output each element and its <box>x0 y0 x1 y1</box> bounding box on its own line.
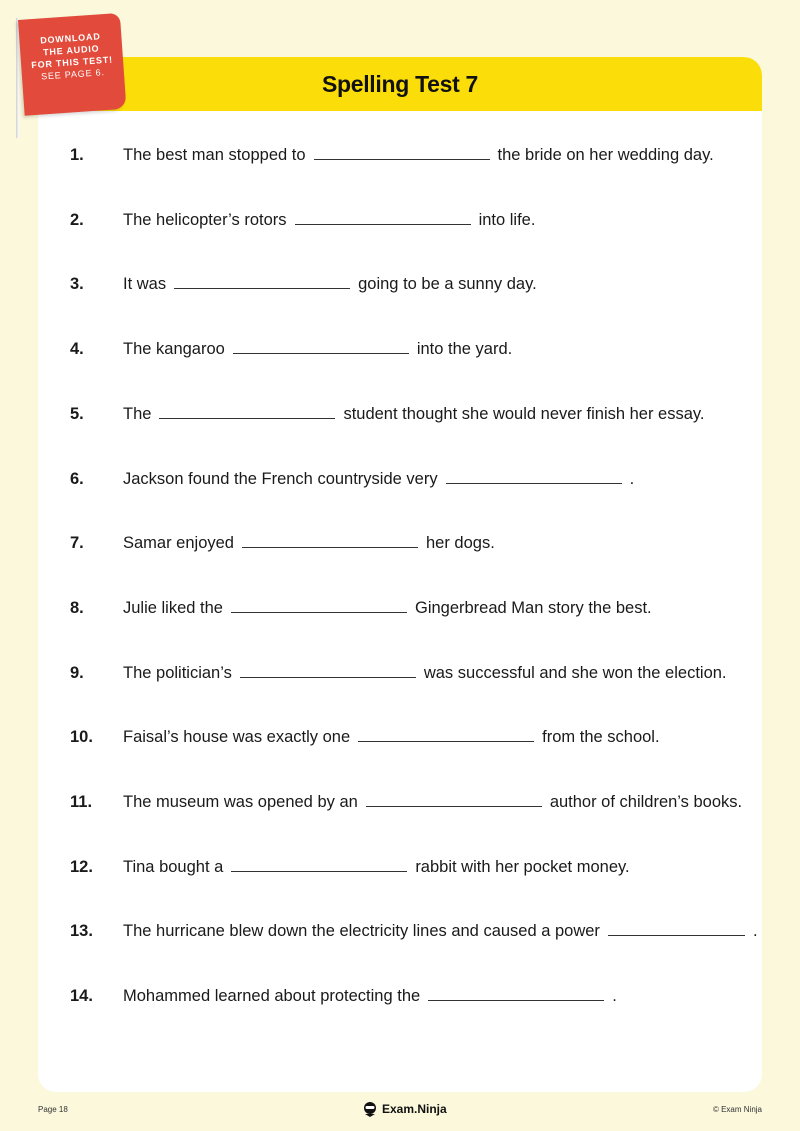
answer-blank[interactable] <box>242 546 418 548</box>
question-number: 3. <box>70 275 84 294</box>
question-text-before: It was <box>123 275 167 294</box>
question-text-before: Tina bought a <box>123 857 224 876</box>
question-text-after: into the yard. <box>416 340 513 359</box>
question-number: 14. <box>70 987 93 1006</box>
question-number: 10. <box>70 728 93 747</box>
question-text-after: into life. <box>478 210 536 229</box>
answer-blank[interactable] <box>174 287 350 289</box>
question-text-before: Jackson found the French countryside very <box>123 469 438 488</box>
answer-blank[interactable] <box>233 352 409 354</box>
question-row <box>70 922 758 941</box>
answer-blank[interactable] <box>159 417 335 419</box>
question-row <box>70 664 727 683</box>
question-number: 7. <box>70 534 84 553</box>
question-row <box>70 858 630 877</box>
answer-blank[interactable] <box>358 740 534 742</box>
question-text-after: . <box>752 922 758 941</box>
answer-blank[interactable] <box>366 805 542 807</box>
question-text-after: . <box>629 469 635 488</box>
brand-logo <box>362 1101 447 1117</box>
question-text-after: going to be a sunny day. <box>358 275 537 294</box>
brand-name: Exam.Ninja <box>382 1102 447 1116</box>
ribbon-line: FOR THIS TEST! <box>30 54 114 71</box>
question-number: 13. <box>70 922 93 941</box>
question-text-before: The helicopter’s rotors <box>123 210 287 229</box>
ribbon-line: DOWNLOAD <box>39 31 101 46</box>
question-text-before: Julie liked the <box>123 598 223 617</box>
question-text-after: from the school. <box>542 728 660 747</box>
ribbon-line: THE AUDIO <box>42 43 100 58</box>
question-text-before: The <box>123 404 152 423</box>
title-banner <box>38 57 762 111</box>
answer-blank[interactable] <box>231 611 407 613</box>
question-text-before: Faisal’s house was exactly one <box>123 728 351 747</box>
question-text-after: . <box>612 987 617 1006</box>
copyright: © Exam Ninja <box>712 1105 762 1114</box>
question-row <box>70 987 617 1006</box>
answer-blank[interactable] <box>231 870 407 872</box>
question-text-after: rabbit with her pocket money. <box>415 857 630 876</box>
question-row <box>70 340 512 359</box>
question-number: 12. <box>70 857 93 876</box>
question-row <box>70 211 535 230</box>
question-row <box>70 275 537 294</box>
page-number: Page 18 <box>38 1105 68 1114</box>
question-text-before: The kangaroo <box>123 340 225 359</box>
answer-blank[interactable] <box>446 482 622 484</box>
question-text-after: her dogs. <box>425 534 495 553</box>
question-row <box>70 146 714 165</box>
ribbon-see-page: SEE PAGE 6. <box>40 67 106 82</box>
question-number: 4. <box>70 340 84 359</box>
question-number: 6. <box>70 469 84 488</box>
question-text-before: The best man stopped to <box>123 146 306 164</box>
answer-blank[interactable] <box>608 934 745 936</box>
question-text-before: The hurricane blew down the electricity lines and caused a power <box>123 922 600 941</box>
question-number: 8. <box>70 598 84 617</box>
answer-blank[interactable] <box>314 158 490 160</box>
question-text-after: student thought she would never finish her essay. <box>343 404 705 423</box>
question-number: 1. <box>70 146 84 164</box>
page-title: Spelling Test 7 <box>321 71 479 97</box>
question-text-before: The politician’s <box>123 663 232 682</box>
question-number: 2. <box>70 210 84 229</box>
question-row <box>70 405 705 424</box>
question-text-after: author of children’s books. <box>549 793 743 811</box>
question-text-after: Gingerbread Man story the best. <box>414 598 652 617</box>
question-text-before: Mohammed learned about protecting the <box>123 987 421 1006</box>
download-audio-ribbon <box>18 13 126 116</box>
question-row <box>70 728 660 747</box>
question-row <box>70 793 742 812</box>
question-text-after: was successful and she won the election. <box>423 663 727 682</box>
answer-blank[interactable] <box>428 999 604 1001</box>
ninja-icon <box>362 1101 378 1117</box>
question-row <box>70 534 495 553</box>
answer-blank[interactable] <box>240 676 416 678</box>
answer-blank[interactable] <box>295 223 471 225</box>
question-text-before: The museum was opened by an <box>123 793 358 811</box>
question-number: 9. <box>70 663 84 682</box>
question-text-after: the bride on her wedding day. <box>497 146 714 164</box>
question-row <box>70 599 652 618</box>
question-number: 11. <box>70 793 93 811</box>
question-number: 5. <box>70 404 84 423</box>
question-row <box>70 470 634 489</box>
question-text-before: Samar enjoyed <box>123 534 234 553</box>
